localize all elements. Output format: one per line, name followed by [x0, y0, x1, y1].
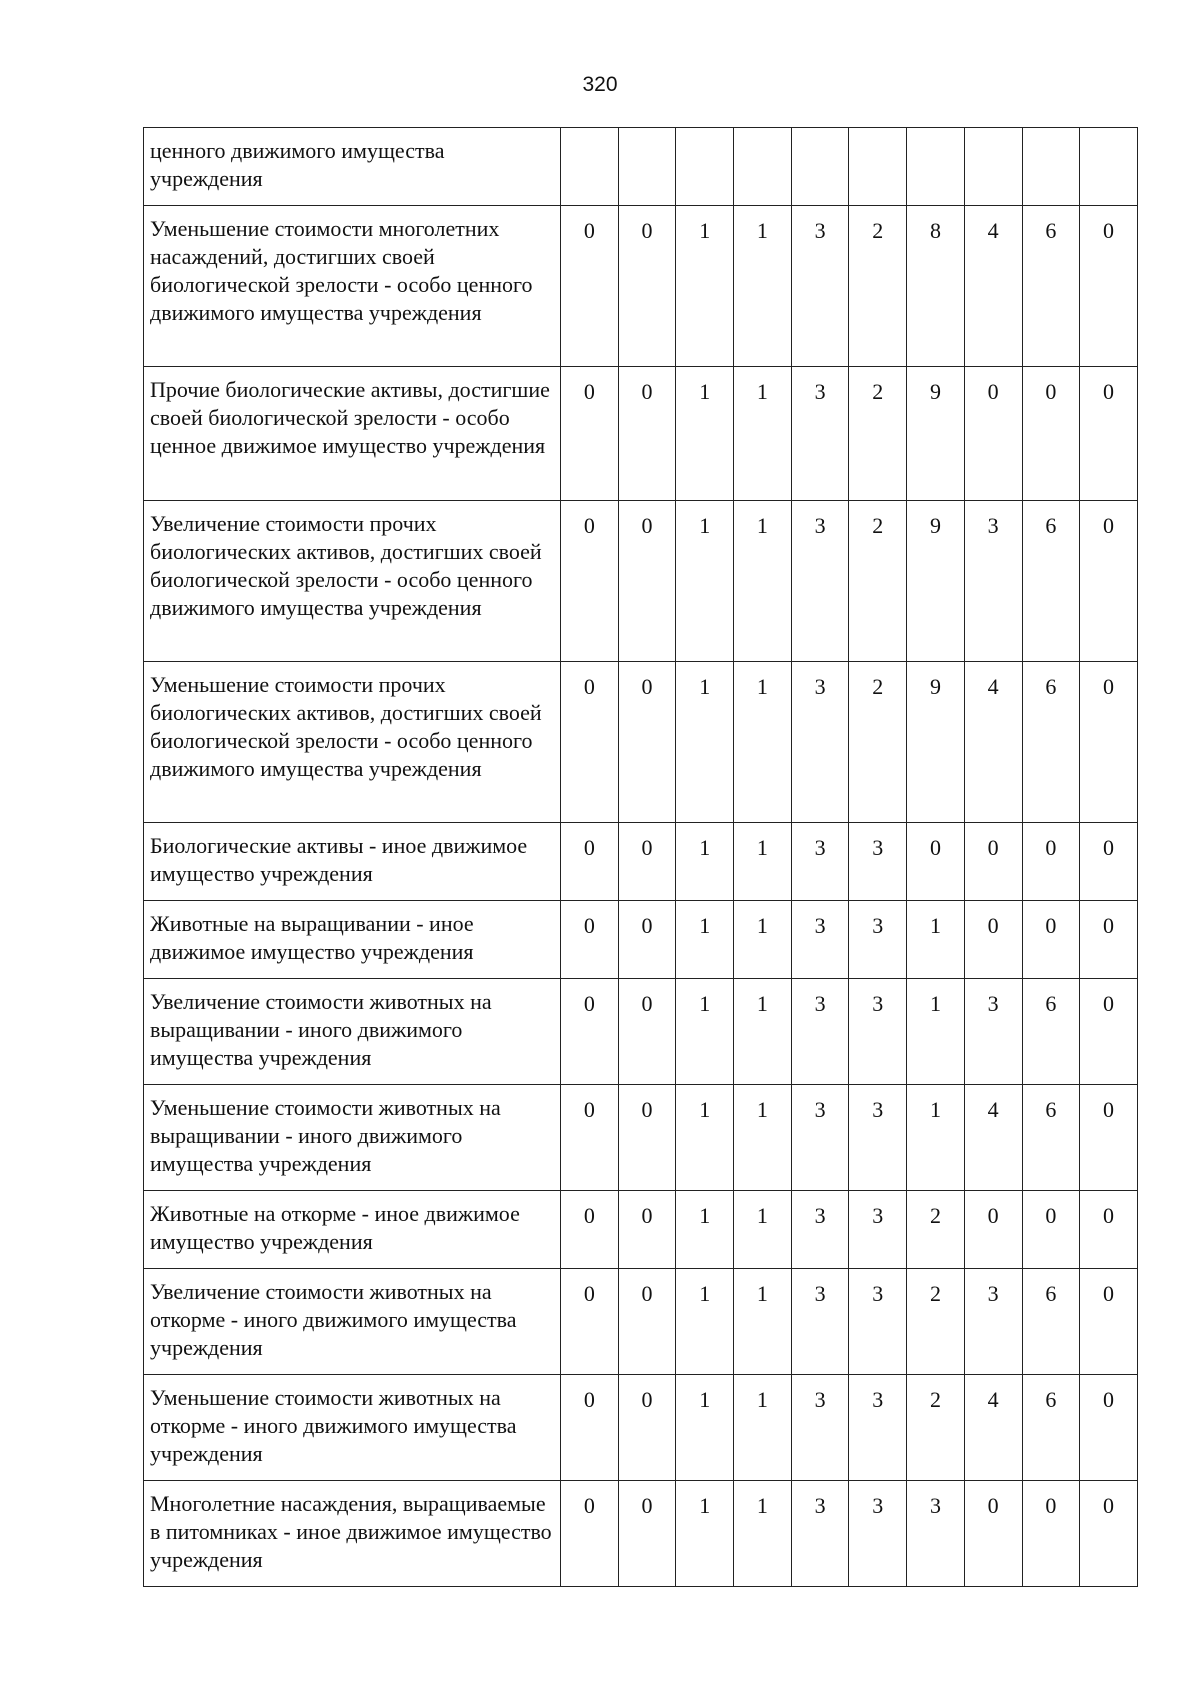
- table-row: [144, 501, 1138, 662]
- code-digit-cell: 1: [676, 1269, 734, 1375]
- code-digit-cell: 0: [561, 1375, 619, 1481]
- code-digit-cell: 9: [907, 367, 965, 501]
- code-digit-cell: 3: [791, 501, 849, 662]
- code-digit-cell: 1: [907, 1085, 965, 1191]
- code-digit-cell: 1: [676, 1375, 734, 1481]
- code-digit-cell: 0: [1080, 367, 1138, 501]
- code-digit-cell: 0: [561, 206, 619, 367]
- account-description-cell: Животные на откорме - иное движимое имущество учреждения: [144, 1191, 561, 1269]
- code-digit-cell: 3: [849, 823, 907, 901]
- code-digit-cell: 0: [561, 662, 619, 823]
- code-digit-cell: 3: [791, 1085, 849, 1191]
- code-digit-cell: 3: [964, 979, 1022, 1085]
- code-digit-cell: 0: [618, 1481, 676, 1587]
- code-digit-cell: 0: [618, 367, 676, 501]
- code-digit-cell: 2: [907, 1269, 965, 1375]
- code-digit-cell: [618, 128, 676, 206]
- code-digit-cell: 0: [964, 823, 1022, 901]
- code-digit-cell: [561, 128, 619, 206]
- code-digit-cell: [734, 128, 792, 206]
- code-digit-cell: 0: [1022, 367, 1080, 501]
- code-digit-cell: 0: [561, 1085, 619, 1191]
- code-digit-cell: 0: [1080, 1481, 1138, 1587]
- code-digit-cell: [676, 128, 734, 206]
- page-number: 320: [582, 73, 618, 96]
- code-digit-cell: 4: [964, 662, 1022, 823]
- code-digit-cell: 9: [907, 662, 965, 823]
- code-digit-cell: 9: [907, 501, 965, 662]
- account-description-cell: Прочие биологические активы, достигшие своей биологической зрелости - особо ценное движимое имущество учреждения: [144, 367, 561, 501]
- code-digit-cell: 1: [734, 823, 792, 901]
- code-digit-cell: 3: [791, 1269, 849, 1375]
- code-digit-cell: 0: [1080, 501, 1138, 662]
- code-digit-cell: 8: [907, 206, 965, 367]
- code-digit-cell: 1: [734, 1191, 792, 1269]
- account-description-cell: Многолетние насаждения, выращиваемые в питомниках - иное движимое имущество учреждения: [144, 1481, 561, 1587]
- code-digit-cell: 1: [734, 662, 792, 823]
- code-digit-cell: 1: [676, 1481, 734, 1587]
- code-digit-cell: 3: [791, 1481, 849, 1587]
- code-digit-cell: 2: [849, 367, 907, 501]
- code-digit-cell: 0: [1022, 1191, 1080, 1269]
- table-row: [144, 823, 1138, 901]
- code-digit-cell: 0: [1080, 662, 1138, 823]
- account-description-cell: Животные на выращивании - иное движимое имущество учреждения: [144, 901, 561, 979]
- code-digit-cell: [964, 128, 1022, 206]
- account-description-cell: Биологические активы - иное движимое имущество учреждения: [144, 823, 561, 901]
- code-digit-cell: 0: [561, 979, 619, 1085]
- code-digit-cell: 6: [1022, 1269, 1080, 1375]
- account-description-cell: Уменьшение стоимости животных на выращивании - иного движимого имущества учреждения: [144, 1085, 561, 1191]
- account-description-cell: ценного движимого имущества учреждения: [144, 128, 561, 206]
- code-digit-cell: 1: [676, 1085, 734, 1191]
- table-body: [144, 128, 1138, 1587]
- code-digit-cell: 0: [561, 367, 619, 501]
- code-digit-cell: [1080, 128, 1138, 206]
- code-digit-cell: 0: [618, 206, 676, 367]
- code-digit-cell: 0: [1080, 1191, 1138, 1269]
- account-description-cell: Уменьшение стоимости прочих биологических активов, достигших своей биологической зрелости - особо ценного движимого имущества учреждения: [144, 662, 561, 823]
- table-row: [144, 979, 1138, 1085]
- code-digit-cell: [907, 128, 965, 206]
- code-digit-cell: 1: [734, 1269, 792, 1375]
- code-digit-cell: 3: [791, 1191, 849, 1269]
- code-digit-cell: 0: [561, 501, 619, 662]
- code-digit-cell: 0: [1022, 901, 1080, 979]
- code-digit-cell: 0: [618, 1191, 676, 1269]
- table-row: [144, 1085, 1138, 1191]
- code-digit-cell: 0: [561, 1481, 619, 1587]
- code-digit-cell: 1: [676, 901, 734, 979]
- code-digit-cell: 0: [964, 1191, 1022, 1269]
- code-digit-cell: 2: [849, 206, 907, 367]
- code-digit-cell: 0: [1080, 1375, 1138, 1481]
- code-digit-cell: 3: [791, 367, 849, 501]
- code-digit-cell: 2: [849, 501, 907, 662]
- account-codes-table: [143, 127, 1138, 1587]
- table-row: [144, 1191, 1138, 1269]
- code-digit-cell: [791, 128, 849, 206]
- code-digit-cell: 3: [849, 1269, 907, 1375]
- code-digit-cell: 3: [791, 979, 849, 1085]
- code-digit-cell: 3: [907, 1481, 965, 1587]
- table-row: [144, 128, 1138, 206]
- code-digit-cell: 3: [791, 1375, 849, 1481]
- code-digit-cell: 0: [1022, 1481, 1080, 1587]
- code-digit-cell: 1: [907, 901, 965, 979]
- code-digit-cell: 6: [1022, 501, 1080, 662]
- code-digit-cell: 0: [618, 979, 676, 1085]
- code-digit-cell: 0: [618, 1269, 676, 1375]
- code-digit-cell: 4: [964, 206, 1022, 367]
- code-digit-cell: 0: [618, 901, 676, 979]
- code-digit-cell: 0: [618, 501, 676, 662]
- code-digit-cell: 4: [964, 1375, 1022, 1481]
- code-digit-cell: [849, 128, 907, 206]
- code-digit-cell: 2: [849, 662, 907, 823]
- code-digit-cell: 6: [1022, 662, 1080, 823]
- account-description-cell: Увеличение стоимости животных на откорме - иного движимого имущества учреждения: [144, 1269, 561, 1375]
- table-row: [144, 1481, 1138, 1587]
- code-digit-cell: 0: [1080, 1085, 1138, 1191]
- table-row: [144, 367, 1138, 501]
- code-digit-cell: 1: [734, 901, 792, 979]
- code-digit-cell: 0: [1080, 1269, 1138, 1375]
- code-digit-cell: 3: [791, 901, 849, 979]
- code-digit-cell: 0: [561, 1191, 619, 1269]
- code-digit-cell: [1022, 128, 1080, 206]
- code-digit-cell: 0: [618, 1375, 676, 1481]
- code-digit-cell: 0: [964, 367, 1022, 501]
- code-digit-cell: 1: [734, 1481, 792, 1587]
- code-digit-cell: 3: [964, 1269, 1022, 1375]
- code-digit-cell: 0: [964, 1481, 1022, 1587]
- code-digit-cell: 3: [791, 206, 849, 367]
- code-digit-cell: 1: [734, 367, 792, 501]
- code-digit-cell: 1: [734, 1085, 792, 1191]
- code-digit-cell: 0: [561, 823, 619, 901]
- code-digit-cell: 1: [734, 979, 792, 1085]
- table-row: [144, 206, 1138, 367]
- account-description-cell: Увеличение стоимости прочих биологических активов, достигших своей биологической зрелости - особо ценного движимого имущества учреждения: [144, 501, 561, 662]
- code-digit-cell: 0: [1080, 206, 1138, 367]
- code-digit-cell: 0: [1080, 979, 1138, 1085]
- code-digit-cell: 3: [849, 1375, 907, 1481]
- code-digit-cell: 0: [561, 1269, 619, 1375]
- code-digit-cell: 2: [907, 1191, 965, 1269]
- code-digit-cell: 0: [618, 1085, 676, 1191]
- code-digit-cell: 1: [676, 979, 734, 1085]
- code-digit-cell: 1: [907, 979, 965, 1085]
- table-row: [144, 1269, 1138, 1375]
- code-digit-cell: 6: [1022, 1085, 1080, 1191]
- code-digit-cell: 1: [734, 206, 792, 367]
- code-digit-cell: 3: [849, 979, 907, 1085]
- code-digit-cell: 0: [907, 823, 965, 901]
- code-digit-cell: 3: [849, 1481, 907, 1587]
- code-digit-cell: 0: [1022, 823, 1080, 901]
- account-description-cell: Уменьшение стоимости многолетних насаждений, достигших своей биологической зрелости - особо ценного движимого имущества учреждения: [144, 206, 561, 367]
- code-digit-cell: 4: [964, 1085, 1022, 1191]
- code-digit-cell: 0: [1080, 901, 1138, 979]
- code-digit-cell: 3: [849, 1085, 907, 1191]
- code-digit-cell: 3: [791, 662, 849, 823]
- code-digit-cell: 0: [561, 901, 619, 979]
- code-digit-cell: 2: [907, 1375, 965, 1481]
- code-digit-cell: 0: [964, 901, 1022, 979]
- code-digit-cell: 3: [849, 1191, 907, 1269]
- table-row: [144, 662, 1138, 823]
- code-digit-cell: 0: [618, 662, 676, 823]
- code-digit-cell: 1: [734, 501, 792, 662]
- code-digit-cell: 1: [676, 501, 734, 662]
- table-row: [144, 901, 1138, 979]
- code-digit-cell: 3: [964, 501, 1022, 662]
- account-description-cell: Уменьшение стоимости животных на откорме - иного движимого имущества учреждения: [144, 1375, 561, 1481]
- code-digit-cell: 6: [1022, 979, 1080, 1085]
- code-digit-cell: 1: [676, 1191, 734, 1269]
- code-digit-cell: 0: [618, 823, 676, 901]
- code-digit-cell: 6: [1022, 1375, 1080, 1481]
- code-digit-cell: 1: [676, 206, 734, 367]
- code-digit-cell: 6: [1022, 206, 1080, 367]
- account-description-cell: Увеличение стоимости животных на выращивании - иного движимого имущества учреждения: [144, 979, 561, 1085]
- code-digit-cell: 1: [734, 1375, 792, 1481]
- code-digit-cell: 1: [676, 823, 734, 901]
- code-digit-cell: 3: [791, 823, 849, 901]
- table-row: [144, 1375, 1138, 1481]
- code-digit-cell: 3: [849, 901, 907, 979]
- code-digit-cell: 0: [1080, 823, 1138, 901]
- code-digit-cell: 1: [676, 662, 734, 823]
- code-digit-cell: 1: [676, 367, 734, 501]
